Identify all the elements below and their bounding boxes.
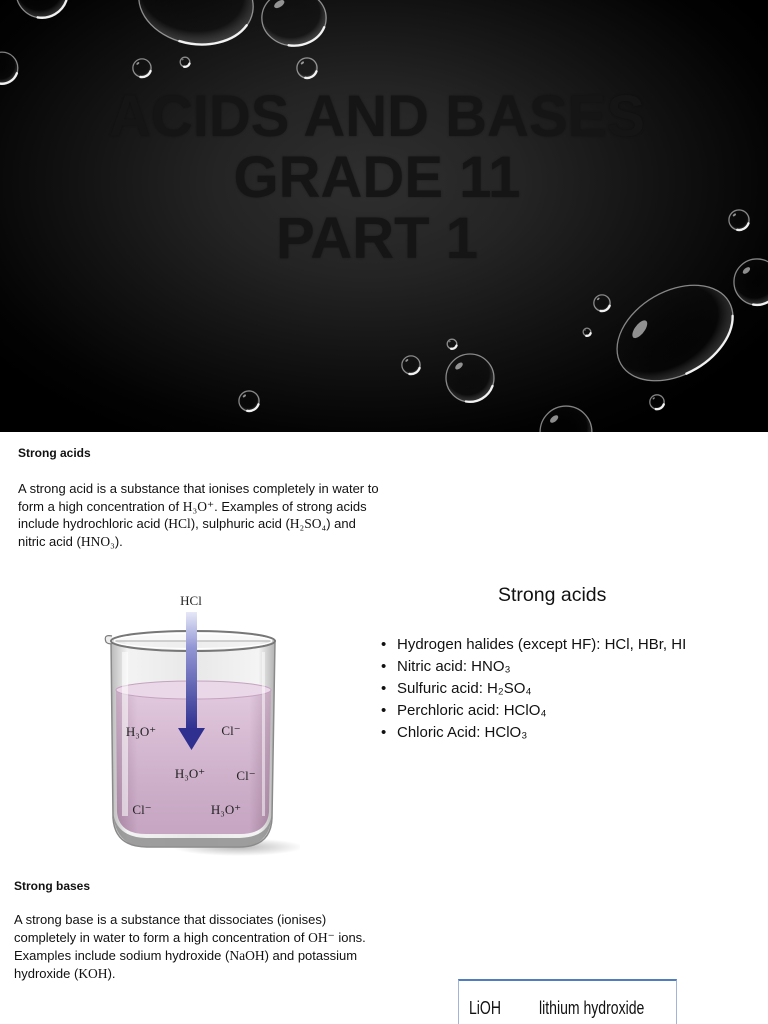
paragraph-line (18, 533, 379, 551)
water-droplet (132, 0, 260, 54)
strong-acid-list-item: • Perchloric acid: HClO₄ (376, 700, 686, 722)
strong-bases-paragraph (14, 911, 366, 983)
ion-label: Cl⁻ (221, 723, 241, 738)
text-segment: A strong acid is a substance that ionises completely in water to (18, 481, 379, 496)
paragraph-line (14, 911, 366, 929)
paragraph-line (18, 498, 379, 516)
text-segment: Examples include sodium hydroxide ( (14, 948, 230, 963)
slide-title (0, 86, 754, 269)
text-segment: ), sulphuric acid ( (190, 516, 290, 532)
strong-bases-table (458, 979, 677, 1024)
water-droplet (402, 356, 420, 374)
paragraph-line (14, 947, 366, 965)
water-droplet (594, 295, 610, 311)
paragraph-line (14, 929, 366, 947)
reagent-label: HCl (180, 593, 202, 608)
water-droplet (297, 58, 317, 78)
formula: HNO₃ (80, 534, 115, 550)
text-segment: ) and (326, 516, 356, 532)
paragraph-line (18, 515, 379, 533)
text-segment: A strong base is a substance that dissociates (ionises) (14, 912, 327, 927)
water-droplet (600, 266, 750, 401)
water-droplet (583, 328, 591, 336)
text-segment: form a high concentration of (18, 498, 183, 514)
ion-label: H₃O⁺ (174, 766, 206, 781)
downward-arrow-shaft (186, 612, 197, 730)
formula: H₂SO₄ (289, 516, 327, 532)
water-droplet (540, 406, 592, 432)
water-droplet (447, 339, 457, 349)
strong-acids-paragraph (18, 480, 379, 551)
water-droplet (16, 0, 68, 18)
table-cell-name: lithium hydroxide (539, 998, 645, 1018)
formula: NaOH (229, 948, 265, 963)
water-droplet (650, 395, 664, 409)
text-segment: ions. (334, 930, 366, 945)
water-droplet (133, 59, 151, 77)
strong-acid-list-item: • Hydrogen halides (except HF): HCl, HBr, HI (376, 634, 686, 656)
formula: H₃O⁺ (182, 498, 215, 514)
text-segment: completely in water to form a high concentration of (14, 930, 309, 945)
paragraph-line (18, 480, 379, 498)
strong-bases-heading: Strong bases (14, 879, 91, 893)
water-droplet (262, 0, 326, 46)
table-cell-formula: LiOH (469, 998, 501, 1018)
formula: OH⁻ (308, 930, 335, 945)
text-segment: . Examples of strong acids (214, 498, 367, 514)
formula: HCl (168, 516, 191, 532)
hcl-beaker-illustration (100, 580, 300, 860)
ion-label: H₃O⁺ (210, 802, 242, 817)
water-droplet (0, 52, 18, 84)
ion-label: Cl⁻ (132, 802, 152, 817)
formula: KOH (78, 966, 108, 981)
text-segment: include hydrochloric acid ( (18, 516, 169, 532)
strong-acids-heading: Strong acids (18, 446, 91, 460)
text-segment: ) and potassium (264, 948, 358, 963)
text-segment: hydroxide ( (14, 966, 79, 981)
glass-highlight (262, 652, 265, 816)
strong-acid-list-item: • Sulfuric acid: H₂SO₄ (376, 678, 686, 700)
slide-title-line: GRADE 11 (233, 145, 521, 210)
water-droplet (180, 57, 190, 67)
slide-title-line: ACIDS AND BASES (108, 84, 646, 149)
strong-acid-list-item: • Nitric acid: HNO₃ (376, 656, 686, 678)
strong-acid-list-item: • Chloric Acid: HClO₃ (376, 722, 686, 744)
slide-title-line: PART 1 (276, 206, 478, 271)
ion-label: H₃O⁺ (125, 724, 157, 739)
strong-acids-list-title: Strong acids (498, 584, 607, 606)
text-segment: ). (114, 534, 123, 550)
title-slide (0, 0, 768, 432)
paragraph-line (14, 965, 366, 983)
text-segment: nitric acid ( (18, 534, 81, 550)
water-droplet (446, 354, 494, 402)
text-segment: ). (107, 966, 116, 981)
water-droplet (239, 391, 259, 411)
ion-label: Cl⁻ (236, 768, 256, 783)
strong-acids-list (376, 634, 686, 744)
